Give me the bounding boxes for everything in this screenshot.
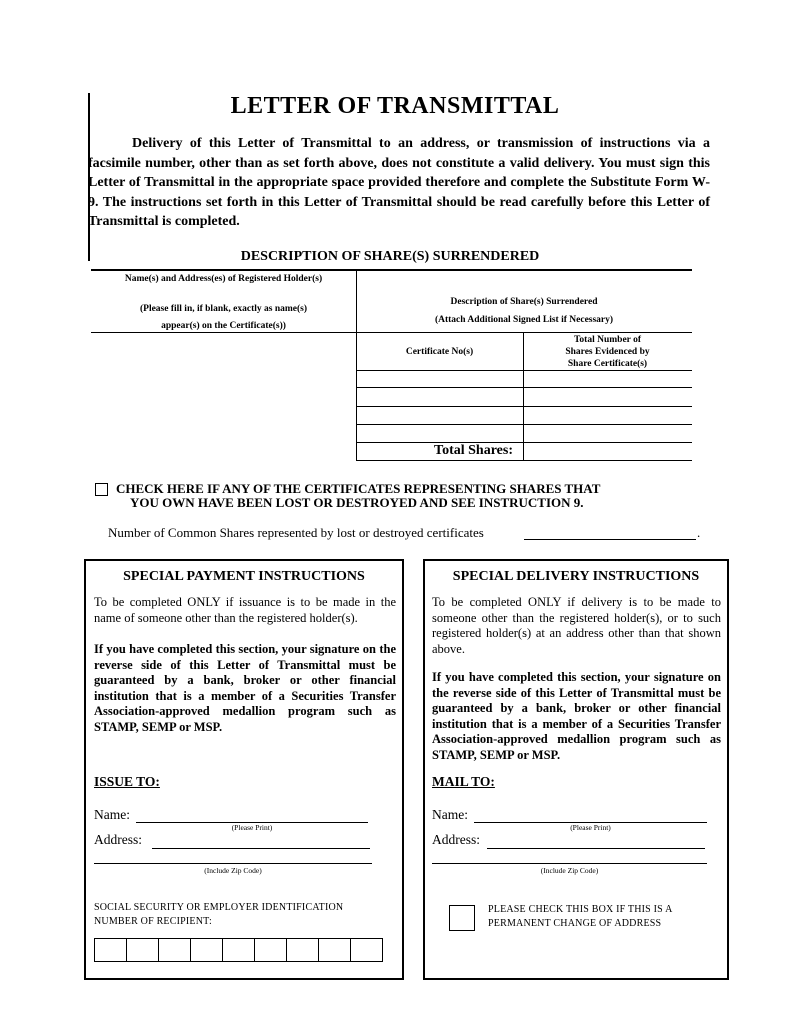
issue-to-label: ISSUE TO: bbox=[94, 774, 160, 789]
lost-check-line-2: YOU OWN HAVE BEEN LOST OR DESTROYED AND SEE INSTRUCTION 9. bbox=[130, 495, 584, 510]
lost-check-line-1: CHECK HERE IF ANY OF THE CERTIFICATES REPRESENTING SHARES THAT bbox=[116, 481, 601, 496]
col-total-3: Share Certificate(s) bbox=[567, 359, 648, 369]
table-bottom-border bbox=[356, 460, 692, 461]
delivery-print-note: (Please Print) bbox=[570, 823, 611, 832]
description-title: DESCRIPTION OF SHARE(S) SURRENDERED bbox=[240, 249, 540, 264]
ssn-label-1: SOCIAL SECURITY OR EMPLOYER IDENTIFICATION bbox=[94, 902, 344, 913]
holder-header-2: (Please fill in, if blank, exactly as name(s) bbox=[139, 304, 308, 314]
ssn-digit-box[interactable] bbox=[254, 938, 287, 962]
table-row-border bbox=[356, 406, 692, 407]
delivery-address-line-2[interactable] bbox=[432, 863, 707, 864]
lost-certificates-checkbox[interactable] bbox=[95, 483, 108, 496]
payment-text-1: To be completed ONLY if issuance is to be made in the name of someone other than the registered holder(s). bbox=[94, 595, 396, 625]
intro-paragraph bbox=[88, 134, 710, 232]
delivery-name-label: Name: bbox=[432, 807, 468, 822]
ssn-digit-box[interactable] bbox=[350, 938, 383, 962]
permanent-change-checkbox[interactable] bbox=[449, 905, 475, 931]
payment-text-2: If you have completed this section, your signature on the reverse side of this Letter of Transmittal must be guaranteed by a bank, broker or other financial institution that is a member of a Securities Transfer Association-approved medallion program such as STAMP, SEMP or MSP. bbox=[94, 642, 396, 734]
delivery-address-input[interactable] bbox=[487, 832, 705, 849]
intro-text: Delivery of this Letter of Transmittal to an address, or transmission of instructions via a facsimile number, other than as set forth above, does not constitute a valid delivery. You must sign this Letter of Transmittal in the appropriate space provided therefore and complete the Substitute Form W-9. The instructions set forth in this Letter of Transmittal should be read carefully before this Letter of Transmittal is completed. bbox=[88, 136, 710, 229]
delivery-zip-note: (Include Zip Code) bbox=[540, 866, 599, 875]
ssn-digit-boxes bbox=[94, 938, 383, 962]
payment-zip-note: (Include Zip Code) bbox=[204, 866, 262, 875]
delivery-name-input[interactable] bbox=[474, 807, 707, 823]
ssn-digit-box[interactable] bbox=[222, 938, 255, 962]
table-row-border bbox=[91, 332, 692, 333]
ssn-digit-box[interactable] bbox=[318, 938, 351, 962]
shares-header-1: Description of Share(s) Surrendered bbox=[450, 297, 598, 307]
table-row-border bbox=[356, 370, 692, 371]
special-delivery-box bbox=[423, 559, 729, 980]
period: . bbox=[697, 525, 701, 540]
col-total-1: Total Number of bbox=[573, 335, 642, 345]
table-top-border bbox=[91, 269, 692, 271]
delivery-title: SPECIAL DELIVERY INSTRUCTIONS bbox=[452, 569, 700, 584]
table-row-border bbox=[356, 387, 692, 388]
holder-header-3: appear(s) on the Certificate(s)) bbox=[161, 321, 286, 331]
shares-header-2: (Attach Additional Signed List if Necessary) bbox=[434, 315, 614, 325]
payment-print-note: (Please Print) bbox=[231, 823, 273, 832]
lost-count-input[interactable] bbox=[524, 525, 696, 540]
col-certificate: Certificate No(s) bbox=[405, 347, 474, 357]
ssn-digit-box[interactable] bbox=[286, 938, 319, 962]
delivery-text-1: To be completed ONLY if delivery is to be made to someone other than the registered holder(s), or to such registered holder(s) at an address other than that shown above. bbox=[432, 595, 721, 656]
ssn-digit-box[interactable] bbox=[190, 938, 223, 962]
table-row-border bbox=[356, 424, 692, 425]
permanent-label-1: PLEASE CHECK THIS BOX IF THIS IS A bbox=[488, 904, 673, 915]
ssn-digit-box[interactable] bbox=[158, 938, 191, 962]
payment-address-input[interactable] bbox=[152, 832, 370, 849]
special-payment-box bbox=[84, 559, 404, 980]
ssn-digit-box[interactable] bbox=[94, 938, 127, 962]
ssn-label-2: NUMBER OF RECIPIENT: bbox=[94, 916, 212, 927]
permanent-label-2: PERMANENT CHANGE OF ADDRESS bbox=[488, 918, 662, 929]
delivery-text-2: If you have completed this section, your signature on the reverse side of this Letter of Transmittal must be guaranteed by a bank, broker or other financial institution that is a member of a Securities Transfer Association-approved medallion program such as STAMP, SEMP or MSP. bbox=[432, 670, 721, 762]
payment-address-line-2[interactable] bbox=[94, 863, 372, 864]
payment-address-label: Address: bbox=[94, 832, 142, 847]
page-title: LETTER OF TRANSMITTAL bbox=[230, 93, 560, 119]
mail-to-label: MAIL TO: bbox=[432, 774, 495, 789]
total-shares-label: Total Shares: bbox=[434, 443, 513, 458]
payment-title: SPECIAL PAYMENT INSTRUCTIONS bbox=[123, 569, 365, 584]
ssn-digit-box[interactable] bbox=[126, 938, 159, 962]
holder-header-1: Name(s) and Address(es) of Registered Holder(s) bbox=[124, 274, 323, 284]
col-total-2: Shares Evidenced by bbox=[565, 347, 650, 357]
delivery-address-label: Address: bbox=[432, 832, 480, 847]
payment-name-label: Name: bbox=[94, 807, 130, 822]
payment-name-input[interactable] bbox=[136, 807, 368, 823]
lost-count-label: Number of Common Shares represented by lost or destroyed certificates bbox=[108, 525, 484, 540]
